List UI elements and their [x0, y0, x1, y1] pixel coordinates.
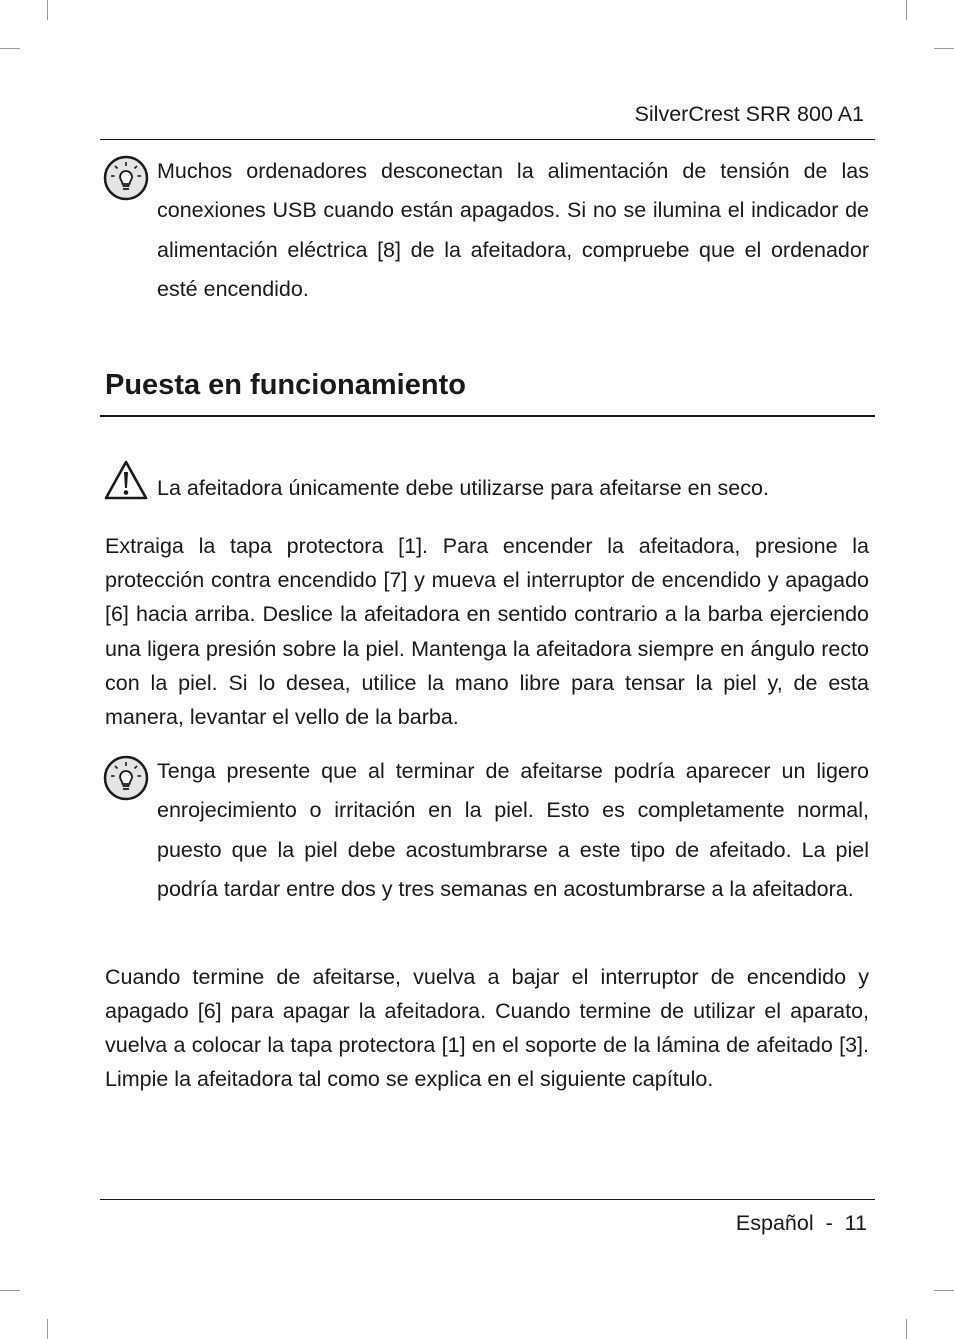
- footer-page-label: Español - 11: [735, 1211, 867, 1235]
- crop-mark: [906, 1319, 907, 1339]
- lightbulb-icon: [103, 155, 149, 206]
- footer-rule: [100, 1199, 875, 1200]
- body-paragraph: Extraiga la tapa protectora [1]. Para encender la afeitadora, presione la protección contra encendido [7] y mueva el interruptor de encendido y apagado [6] hacia arriba. Deslice la afeitadora en sentido contrario a la barba ejerciendo una ligera presión sobre la piel. Mantenga la afeitadora siempre en ángulo recto con la piel. Si lo desea, utilice la mano libre para tensar la piel y, de esta manera, levantar el vello de la barba.: [105, 534, 869, 730]
- warning-triangle-icon: [103, 459, 149, 506]
- crop-mark: [47, 0, 48, 20]
- tip-note: Tenga presente que al terminar de afeitarse podría aparecer un ligero enrojecimiento o irritación en la piel. Esto es completamente normal, puesto que la piel debe acostumbrarse a este tipo de afeitado. La piel podría tardar entre dos y tres semanas en acostumbrarse a la afeitadora.: [157, 759, 869, 901]
- crop-mark: [0, 48, 20, 49]
- body-paragraph: Cuando termine de afeitarse, vuelva a bajar el interruptor de encendido y apagado [6] para apagar la afeitadora. Cuando termine de utilizar el aparato, vuelva a colocar la tapa protectora [1] en el soporte de la lámina de afeitado [3]. Limpie la afeitadora tal como se explica en el siguiente capítulo.: [105, 965, 869, 1092]
- header-rule: [100, 139, 875, 140]
- header-title: SilverCrest SRR 800 A1: [634, 102, 864, 126]
- lightbulb-icon: [103, 755, 149, 806]
- crop-mark: [934, 1290, 954, 1291]
- section-rule: [100, 415, 875, 417]
- crop-mark: [0, 1290, 20, 1291]
- crop-mark: [906, 0, 907, 20]
- warning-note: La afeitadora únicamente debe utilizarse para afeitarse en seco.: [157, 476, 769, 500]
- crop-mark: [47, 1319, 48, 1339]
- crop-mark: [934, 48, 954, 49]
- tip-note: Muchos ordenadores desconectan la alimentación de tensión de las conexiones USB cuando están apagados. Si no se ilumina el indicador de alimentación eléctrica [8] de la afeitadora, compruebe que el ordenador esté encendido.: [157, 159, 869, 301]
- section-heading: Puesta en funcionamiento: [105, 369, 466, 401]
